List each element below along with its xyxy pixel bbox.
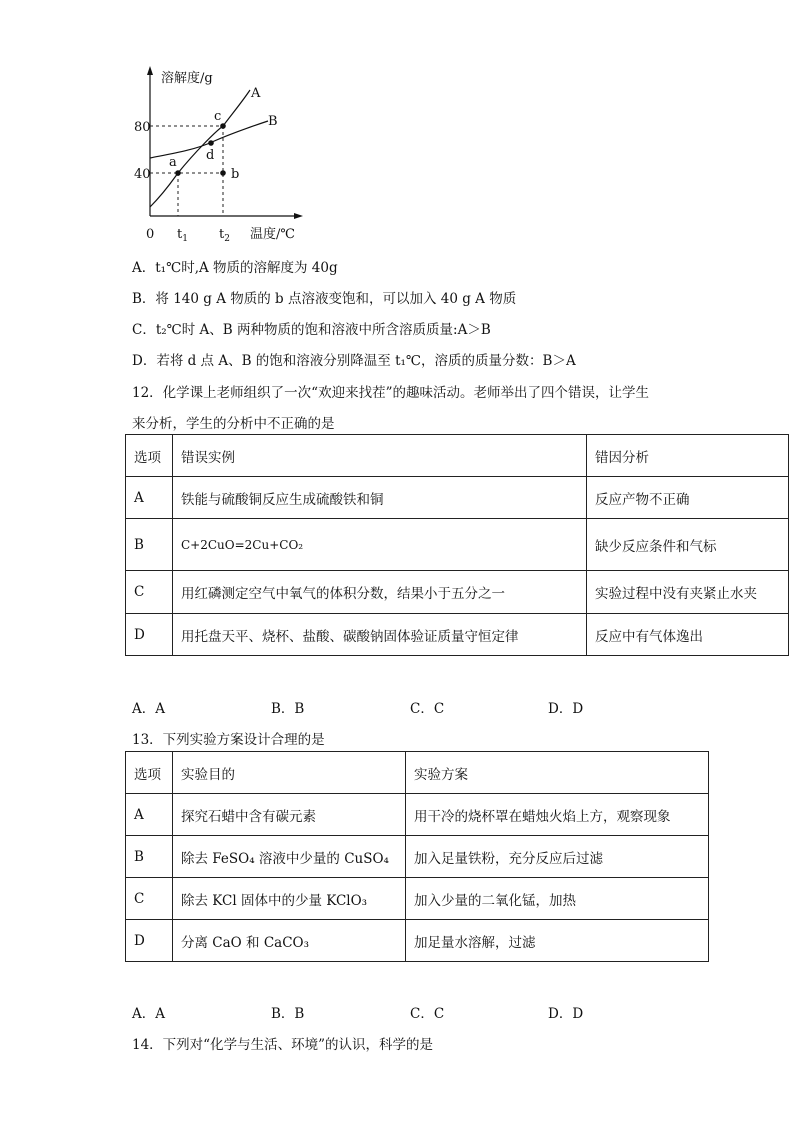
- header-cell: 实验方案: [406, 752, 709, 794]
- table-cell: A: [126, 477, 173, 519]
- table-cell: 加入少量的二氧化锰，加热: [406, 878, 709, 920]
- x-tick-t1: $t_1$: [177, 227, 188, 244]
- q11-option-c[interactable]: C．t₂℃时 A、B 两种物质的饱和溶液中所含溶质质量:A＞B: [132, 322, 491, 338]
- header-cell: 选项: [126, 435, 173, 477]
- y-axis-arrow: [147, 66, 153, 75]
- table-cell: 反应中有气体逸出: [587, 614, 789, 656]
- table-row: [126, 571, 789, 614]
- q13-choice-b[interactable]: B．B: [271, 1006, 305, 1022]
- table-cell: 铁能与硫酸铜反应生成硫酸铁和铜: [173, 477, 587, 519]
- point-b: [220, 170, 226, 176]
- x-axis-label: 温度/℃: [250, 227, 295, 242]
- q12-table: [125, 434, 789, 656]
- y-tick-40: 40: [134, 167, 151, 182]
- header-cell: 错因分析: [587, 435, 789, 477]
- table-row: [126, 477, 789, 519]
- q11-option-a[interactable]: A．t₁℃时,A 物质的溶解度为 40g: [132, 260, 338, 276]
- table-row: [126, 836, 709, 878]
- table-cell: 分离 CaO 和 CaCO₃: [173, 920, 406, 962]
- table-row: [126, 920, 709, 962]
- point-c: [220, 123, 226, 129]
- table-cell: A: [126, 794, 173, 836]
- table-header-row: [126, 435, 789, 477]
- table-cell: 用托盘天平、烧杯、盐酸、碳酸钠固体验证质量守恒定律: [173, 614, 587, 656]
- table-cell: D: [126, 614, 173, 656]
- table-cell: 加足量水溶解，过滤: [406, 920, 709, 962]
- table-cell: 用红磷测定空气中氧气的体积分数，结果小于五分之一: [173, 571, 587, 614]
- origin-label: 0: [146, 227, 155, 242]
- table-cell: 探究石蜡中含有碳元素: [173, 794, 406, 836]
- table-cell: C: [126, 571, 173, 614]
- q13-stem: 13．下列实验方案设计合理的是: [132, 732, 325, 748]
- point-d: [208, 140, 214, 146]
- table-cell: 实验过程中没有夹紧止水夹: [587, 571, 789, 614]
- header-cell: 选项: [126, 752, 173, 794]
- table-header-row: [126, 752, 709, 794]
- q13-choice-d[interactable]: D．D: [548, 1006, 584, 1022]
- point-label-a: a: [169, 155, 177, 170]
- curve-a: [150, 90, 250, 207]
- q13-choice-a[interactable]: A．A: [132, 1006, 165, 1022]
- header-cell: 实验目的: [173, 752, 406, 794]
- q12-stem-line1: 12．化学课上老师组织了一次“欢迎来找茬”的趣味活动。老师举出了四个错误，让学生: [132, 385, 649, 401]
- q12-choice-b[interactable]: B．B: [271, 701, 305, 717]
- table-cell: C+2CuO=2Cu+CO₂: [173, 519, 587, 571]
- q11-option-b[interactable]: B．将 140 g A 物质的 b 点溶液变饱和，可以加入 40 g A 物质: [132, 291, 517, 307]
- q12-choice-d[interactable]: D．D: [548, 701, 584, 717]
- table-cell: 加入足量铁粉，充分反应后过滤: [406, 836, 709, 878]
- point-label-c: c: [214, 109, 222, 124]
- x-axis-arrow: [294, 213, 303, 219]
- table-row: [126, 794, 709, 836]
- q12-stem-line2: 来分析，学生的分析中不正确的是: [132, 416, 335, 432]
- table-cell: 反应产物不正确: [587, 477, 789, 519]
- q12-choice-c[interactable]: C．C: [410, 701, 445, 717]
- q13-choice-c[interactable]: C．C: [410, 1006, 445, 1022]
- q13-table: [125, 751, 709, 962]
- table-cell: D: [126, 920, 173, 962]
- header-cell: 错误实例: [173, 435, 587, 477]
- q11-option-d[interactable]: D．若将 d 点 A、B 的饱和溶液分别降温至 t₁℃，溶质的质量分数：B＞A: [132, 353, 576, 369]
- y-axis-label: 溶解度/g: [161, 71, 213, 86]
- table-cell: C: [126, 878, 173, 920]
- table-cell: 用干冷的烧杯罩在蜡烛火焰上方，观察现象: [406, 794, 709, 836]
- table-cell: B: [126, 519, 173, 571]
- table-cell: 除去 FeSO₄ 溶液中少量的 CuSO₄: [173, 836, 406, 878]
- point-label-d: d: [206, 148, 215, 163]
- series-label-a: A: [251, 86, 261, 101]
- table-cell: 缺少反应条件和气标: [587, 519, 789, 571]
- q14-stem: 14．下列对“化学与生活、环境”的认识，科学的是: [132, 1037, 433, 1053]
- table-cell: B: [126, 836, 173, 878]
- point-a: [175, 170, 181, 176]
- q12-choice-a[interactable]: A．A: [132, 701, 165, 717]
- table-cell: 除去 KCl 固体中的少量 KClO₃: [173, 878, 406, 920]
- table-row: [126, 519, 789, 571]
- series-label-b: B: [268, 114, 278, 129]
- x-tick-t2: $t_2$: [219, 227, 230, 244]
- point-label-b: b: [231, 167, 240, 182]
- table-row: [126, 614, 789, 656]
- table-row: [126, 878, 709, 920]
- solubility-chart: [120, 62, 320, 247]
- y-tick-80: 80: [134, 120, 151, 135]
